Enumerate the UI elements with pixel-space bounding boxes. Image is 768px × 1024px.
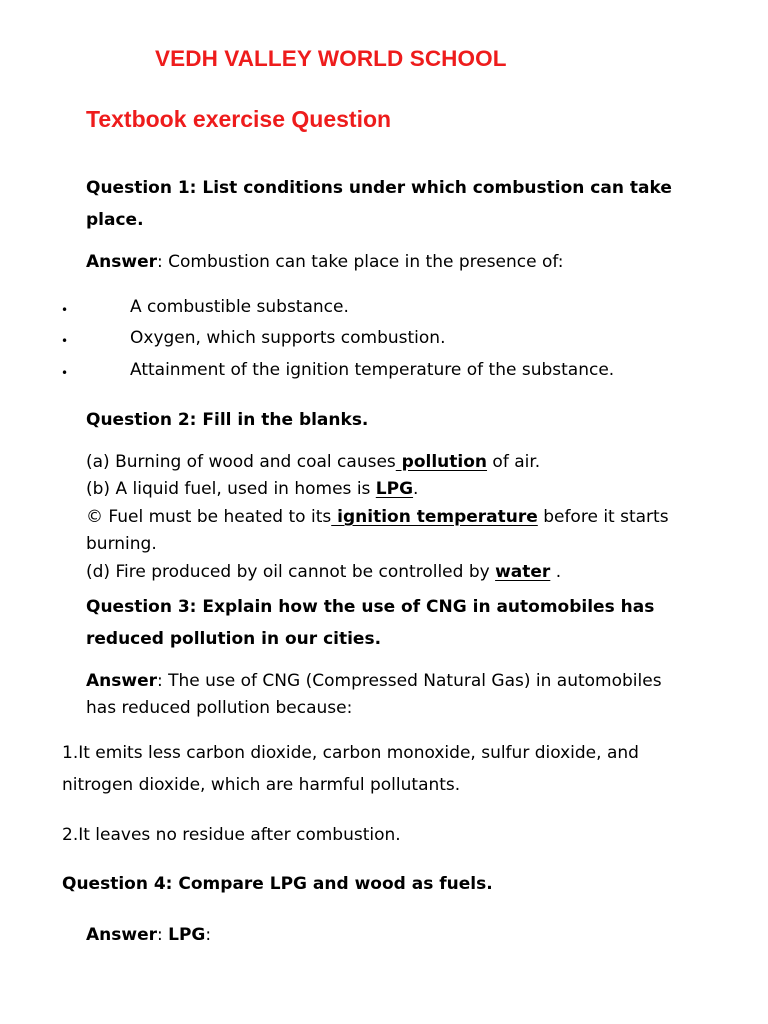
answer-label: Answer	[86, 252, 157, 272]
blank-d-answer: water	[495, 562, 551, 582]
question-2: Question 2: Fill in the blanks.	[86, 410, 369, 430]
blank-a-text: (a) Burning of wood and coal causes	[86, 452, 396, 472]
answer-3-line2: has reduced pollution because:	[86, 698, 353, 718]
question-1-line2: place.	[86, 210, 144, 230]
blank-c-suffix: before it starts	[537, 507, 669, 527]
blank-c-answer: ignition temperature	[331, 507, 538, 527]
answer-1	[86, 252, 564, 272]
answer-text: : Combustion can take place in the presence of:	[157, 252, 564, 272]
blank-c-text: © Fuel must be heated to its	[86, 507, 332, 527]
blank-b-answer: LPG	[375, 479, 414, 499]
answer-3-line1	[86, 671, 662, 691]
point-1-line2: nitrogen dioxide, which are harmful pollutants.	[62, 775, 461, 795]
point-1-line1: 1.It emits less carbon dioxide, carbon monoxide, sulfur dioxide, and	[62, 743, 639, 763]
answer-lpg: LPG	[168, 925, 206, 945]
school-name: VEDH VALLEY WORLD SCHOOL	[155, 46, 507, 71]
blank-b	[86, 479, 418, 499]
blank-c-line2: burning.	[86, 534, 157, 554]
blank-b-suffix: .	[413, 479, 419, 499]
blank-d-suffix: .	[550, 562, 562, 582]
blank-d	[86, 562, 561, 582]
answer-separator: :	[157, 925, 169, 945]
bullet-item-1: A combustible substance.	[130, 297, 349, 317]
blank-c	[86, 507, 669, 527]
bullet-item-2: Oxygen, which supports combustion.	[130, 328, 446, 348]
bullet-dot-icon: •	[61, 303, 69, 317]
blank-d-text: (d) Fire produced by oil cannot be controlled by	[86, 562, 496, 582]
blank-a-suffix: of air.	[487, 452, 541, 472]
question-3-line1: Question 3: Explain how the use of CNG in automobiles has	[86, 597, 655, 617]
bullet-dot-icon: •	[61, 366, 69, 380]
answer-label: Answer	[86, 671, 157, 691]
point-2: 2.It leaves no residue after combustion.	[62, 825, 401, 845]
answer-suffix: :	[205, 925, 212, 945]
answer-label: Answer	[86, 925, 157, 945]
question-4: Question 4: Compare LPG and wood as fuels.	[62, 874, 493, 894]
answer-text: : The use of CNG (Compressed Natural Gas) in automobiles	[157, 671, 662, 691]
answer-4	[86, 925, 211, 945]
bullet-dot-icon: •	[61, 334, 69, 348]
bullet-item-3: Attainment of the ignition temperature of the substance.	[130, 360, 615, 380]
question-3-line2: reduced pollution in our cities.	[86, 629, 382, 649]
blank-a	[86, 452, 540, 472]
blank-b-text: (b) A liquid fuel, used in homes is	[86, 479, 376, 499]
question-1-line1: Question 1: List conditions under which combustion can take	[86, 178, 672, 198]
section-title: Textbook exercise Question	[86, 106, 392, 132]
blank-a-answer: pollution	[395, 452, 488, 472]
